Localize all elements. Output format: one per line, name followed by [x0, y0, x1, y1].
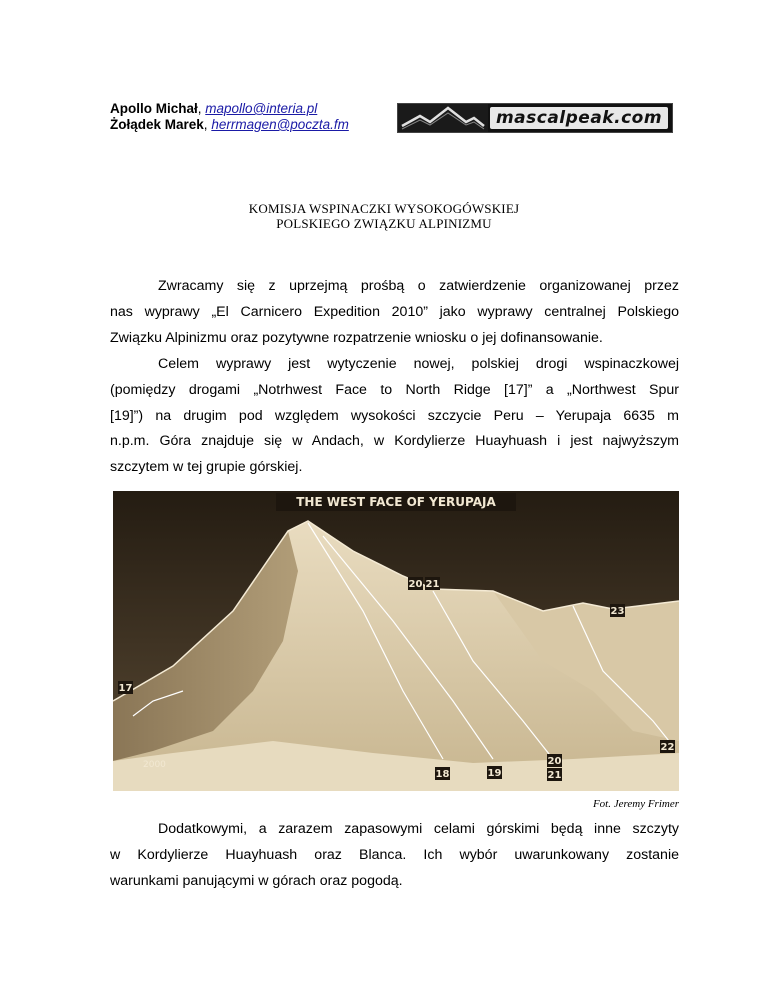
paragraph-additional: [110, 817, 679, 894]
text-line: Związku Alpinizmu oraz pozytywne rozpatrzenie wniosku o jej dofinansowanie.: [110, 329, 603, 346]
logo: [397, 103, 673, 133]
route-label: 20: [547, 756, 562, 767]
text-line: nas wyprawy „El Carnicero Expedition 2010” jako wyprawy centralnej Polskiego: [110, 303, 679, 320]
text-line: warunkami panującymi w górach oraz pogodą.: [110, 872, 403, 889]
paragraph-goal: [110, 352, 679, 481]
text-line: Dodatkowymi, a zarazem zapasowymi celami górskimi będą inne szczyty: [158, 821, 679, 837]
route-label: 17: [118, 683, 133, 694]
text-line: w Kordylierze Huayhuash oraz Blanca. Ich wybór uwarunkowany zostanie: [110, 846, 679, 863]
route-label: 21: [547, 770, 562, 781]
mountain-logo-icon: [398, 104, 488, 132]
author-line: Żołądek Marek, herrmagen@poczta.fm: [110, 117, 349, 132]
photo-caption: Fot. Jeremy Frimer: [592, 798, 679, 810]
author-line: Apollo Michał, mapollo@interia.pl: [110, 101, 318, 116]
author-email-link[interactable]: mapollo@interia.pl: [205, 101, 318, 116]
mountain-illustration: [113, 491, 679, 791]
heading-line: KOMISJA WSPINACZKI WYSOKOGÓWSKIEJ: [248, 201, 520, 216]
authors-block: [110, 101, 349, 133]
author-name: Żołądek Marek: [110, 117, 204, 132]
text-line: n.p.m. Góra znajduje się w Andach, w Kordylierze Huayhuash i jest najwyższym: [110, 433, 679, 450]
mountain-photo: [113, 491, 679, 791]
heading-line: POLSKIEGO ZWIĄZKU ALPINIZMU: [276, 216, 492, 231]
route-label: 21: [425, 579, 440, 590]
route-label: 20: [408, 579, 423, 590]
route-label: 22: [660, 742, 675, 753]
route-label: 19: [487, 768, 502, 779]
text-line: szczytem w tej grupie górskiej.: [110, 459, 303, 476]
author-name: Apollo Michał: [110, 101, 198, 116]
photo-year: 2000: [143, 760, 166, 770]
route-label: 23: [610, 606, 625, 617]
text-line: (pomiędzy drogami „Notrhwest Face to North Ridge [17]” a „Northwest Spur: [110, 381, 679, 398]
text-line: Zwracamy się z uprzejmą prośbą o zatwierdzenie organizowanej przez: [158, 278, 679, 294]
text-line: [19]”) na drugim pod względem wysokości szczycie Peru – Yerupaja 6635 m: [110, 407, 679, 424]
paragraph-request: [110, 274, 679, 351]
text-line: Celem wyprawy jest wytyczenie nowej, polskiej drogi wspinaczkowej: [158, 356, 679, 372]
logo-text: mascalpeak.com: [490, 107, 668, 129]
route-label: 18: [435, 769, 450, 780]
document-heading: [0, 201, 768, 231]
author-email-link[interactable]: herrmagen@poczta.fm: [211, 117, 349, 132]
photo-title: THE WEST FACE OF YERUPAJA: [296, 495, 496, 509]
